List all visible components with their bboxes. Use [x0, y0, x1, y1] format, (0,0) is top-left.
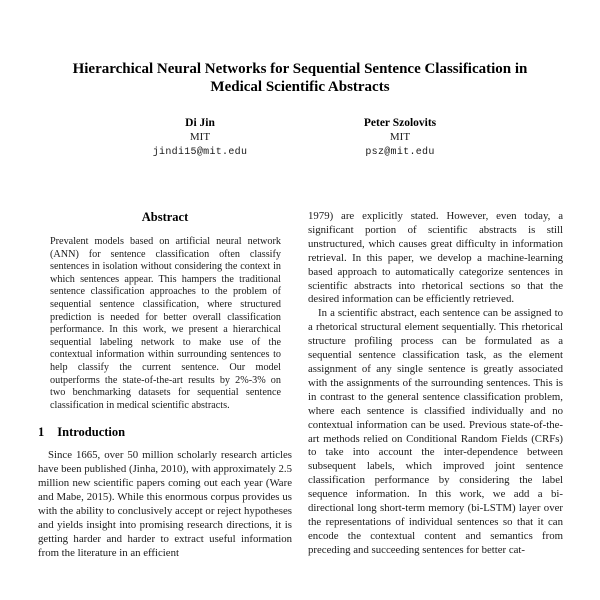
abstract-heading: Abstract [141, 210, 189, 224]
paper-title-line-1: Hierarchical Neural Networks for Sequential Sentence Classification in [72, 61, 528, 77]
section-1-number: 1 [38, 425, 45, 440]
paper-title-line-2: Medical Scientific Abstracts [210, 79, 390, 95]
author-1-name: Di Jin [185, 117, 215, 129]
left-column [38, 210, 292, 561]
section-1-heading [38, 425, 292, 440]
author-2 [325, 117, 475, 158]
right-column-paragraph-2: In a scientific abstract, each sentence can be assigned to a rhetorical structural element sequentially. This rhetorical structure profiling process can be formulated as a sequential sentence classification task, as the element assignment of any single sentence is greatly associated with the assignments of the surrounding sentences. This is in contrast to the general sentence classification problem, where each sentence is classified individually and no contextual information can be used. Previous state-of-the-art methods relied on Conditional Random Fields (CRFs) to take into account the inter-dependence between subsequent labels, which improved joint sentence classification performance by considering the label sequence information. In this work, we add a bi-directional long short-term memory (bi-LSTM) layer over the representations of individual sentences so that it can encode the contextual content and semantics from preceding and succeeding sentences for better cat- [308, 307, 563, 556]
author-block [0, 117, 600, 158]
abstract-text: Prevalent models based on artificial neural network (ANN) for sentence classification often classify sentences in isolation without considering the context in which sentences appear. This hampers the traditional sentence classification approaches to the problem of sequential sentence classification, where structured prediction is needed for better overall classification performance. In this work, we present a hierarchical sequential labeling network to make use of the contextual information within surrounding sentences to help classify the current sentence. Our model outperforms the state-of-the-art results by 2%-3% on two benchmarking datasets for sequential sentence classification in medical scientific abstracts. [50, 236, 281, 411]
author-2-affiliation: MIT [389, 131, 411, 143]
author-2-email: psz@mit.edu [365, 147, 435, 158]
author-1-email: jindi15@mit.edu [152, 147, 248, 158]
paper-title [0, 0, 600, 96]
author-1 [125, 117, 275, 158]
right-column-paragraph-1: 1979) are explicitly stated. However, even today, a significant portion of scientific abstracts is still unstructured, which causes great difficulty in information retrieval. In this paper, we develop a machine-learning based approach to automatically categorize sentences in scientific abstracts into rhetorical sections so that the desired information can be efficiently retrieved. [308, 210, 563, 306]
section-1-title: Introduction [57, 425, 126, 440]
introduction-paragraph: Since 1665, over 50 million scholarly research articles have been published (Jinha, 2010), with approximately 2.5 million new scientific papers coming out each year (Ware and Mabe, 2015). While this enormous corpus provides us with the ability to conclusively accept or reject hypotheses and yields insight into promising research directions, it is getting harder and harder to extract useful information from the literature in an efficient [38, 449, 292, 559]
author-2-name: Peter Szolovits [363, 117, 437, 129]
right-column [308, 210, 563, 561]
author-1-affiliation: MIT [189, 131, 211, 143]
two-column-body [38, 210, 563, 561]
